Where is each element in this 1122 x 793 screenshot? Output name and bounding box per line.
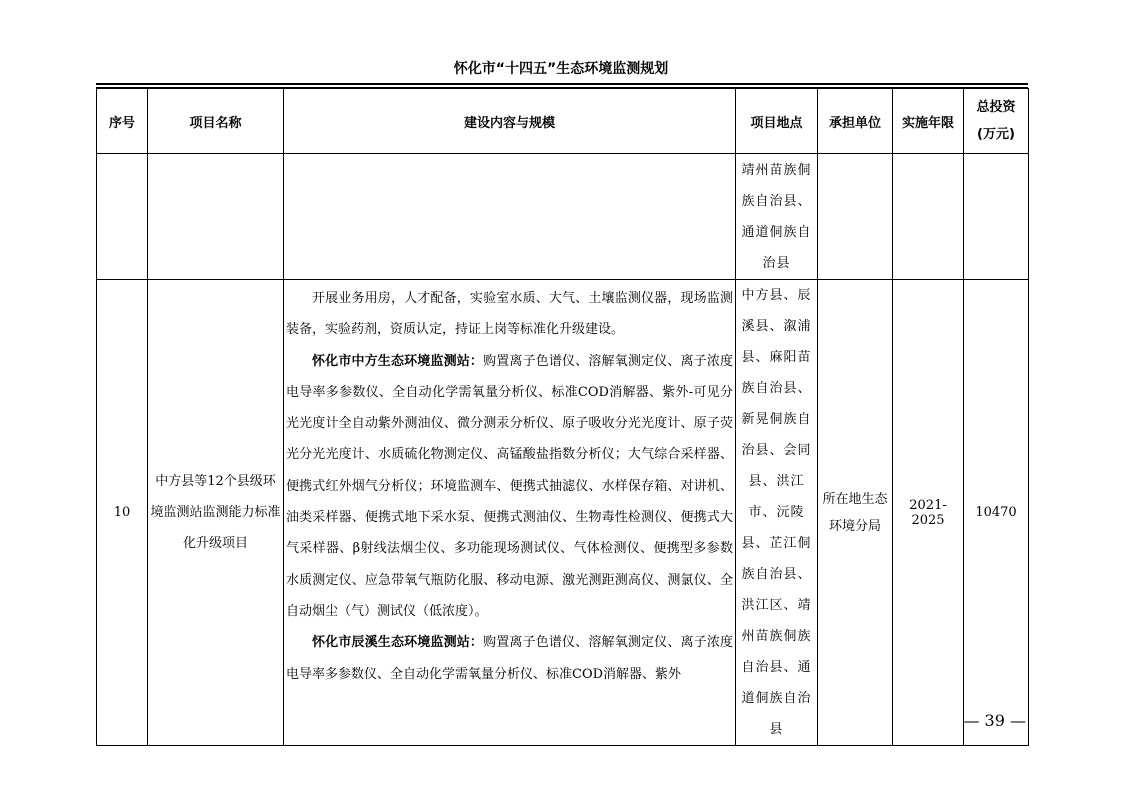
- station-text: 购置离子色谱仪、溶解氧测定仪、离子浓度电导率多参数仪、全自动化学需氧量分析仪、标准COD消解器、紫外: [286, 635, 733, 682]
- header-period: 实施年限: [893, 89, 964, 154]
- document-title: 怀化市“十四五”生态环境监测规划: [453, 61, 669, 77]
- cell-unit: [818, 154, 893, 280]
- header-investment: [964, 89, 1029, 154]
- table-header-row: [97, 89, 1029, 154]
- header-investment-line1: 总投资: [976, 100, 1016, 115]
- header-seq: 序号: [97, 89, 148, 154]
- project-table: [96, 88, 1029, 746]
- cell-content: [284, 280, 736, 746]
- cell-period: 2021-2025: [893, 280, 964, 746]
- cell-content: [284, 154, 736, 280]
- cell-investment: 10470: [964, 280, 1029, 746]
- header-content: 建设内容与规模: [284, 89, 736, 154]
- header-rule-thick: [96, 83, 1028, 85]
- station-text: 购置离子色谱仪、溶解氧测定仪、离子浓度电导率多参数仪、全自动化学需氧量分析仪、标准COD消解器、紫外-可见分光光度计全自动紫外测油仪、微分测汞分析仪、原子吸收分光光度计、原子荧光分光光度计、水质硫化物测定仪、高锰酸盐指数分析仪；大气综合采样器、便携式红外烟气分析仪；环境监测车、便携式抽滤仪、水样保存箱、对讲机、油类采样器、便携式地下采水泵、便携式测油仪、生物毒性检测仪、便携式大气采样器、β射线法烟尘仪、多功能现场测试仪、气体检测仪、便携型多参数水质测定仪、应急带氧气瓶防化服、移动电源、激光测距测高仪、测氯仪、全自动烟尘（气）测试仪（低浓度）。: [286, 353, 733, 619]
- cell-project-name: 中方县等12个县级环境监测站监测能力标准化升级项目: [148, 280, 284, 746]
- cell-location: 中方县、辰溪县、溆浦县、麻阳苗族自治县、新晃侗族自治县、会同县、洪江市、沅陵县、芷江侗族自治县、洪江区、靖州苗族侗族自治县、通道侗族自治县: [736, 280, 818, 746]
- header-location: 项目地点: [736, 89, 818, 154]
- table-row: [97, 154, 1029, 280]
- cell-investment: [964, 154, 1029, 280]
- cell-period: [893, 154, 964, 280]
- table-row: [97, 280, 1029, 746]
- cell-project-name: [148, 154, 284, 280]
- cell-seq: [97, 154, 148, 280]
- header-project-name: 项目名称: [148, 89, 284, 154]
- cell-unit: 所在地生态环境分局: [818, 280, 893, 746]
- header-investment-line2: (万元): [977, 127, 1015, 142]
- header-unit: 承担单位: [818, 89, 893, 154]
- page-number: — 39 —: [963, 711, 1026, 730]
- station-label: 怀化市辰溪生态环境监测站：: [312, 635, 484, 651]
- content-paragraph: 开展业务用房，人才配备，实验室水质、大气、土壤监测仪器，现场监测装备，实验药剂，资质认定，持证上岗等标准化升级建设。: [286, 291, 733, 338]
- cell-seq: 10: [97, 280, 148, 746]
- content-paragraph: [286, 627, 733, 690]
- station-label: 怀化市中方生态环境监测站：: [312, 353, 484, 369]
- cell-location: 靖州苗族侗族自治县、通道侗族自治县: [736, 154, 818, 280]
- content-paragraph: [286, 346, 733, 628]
